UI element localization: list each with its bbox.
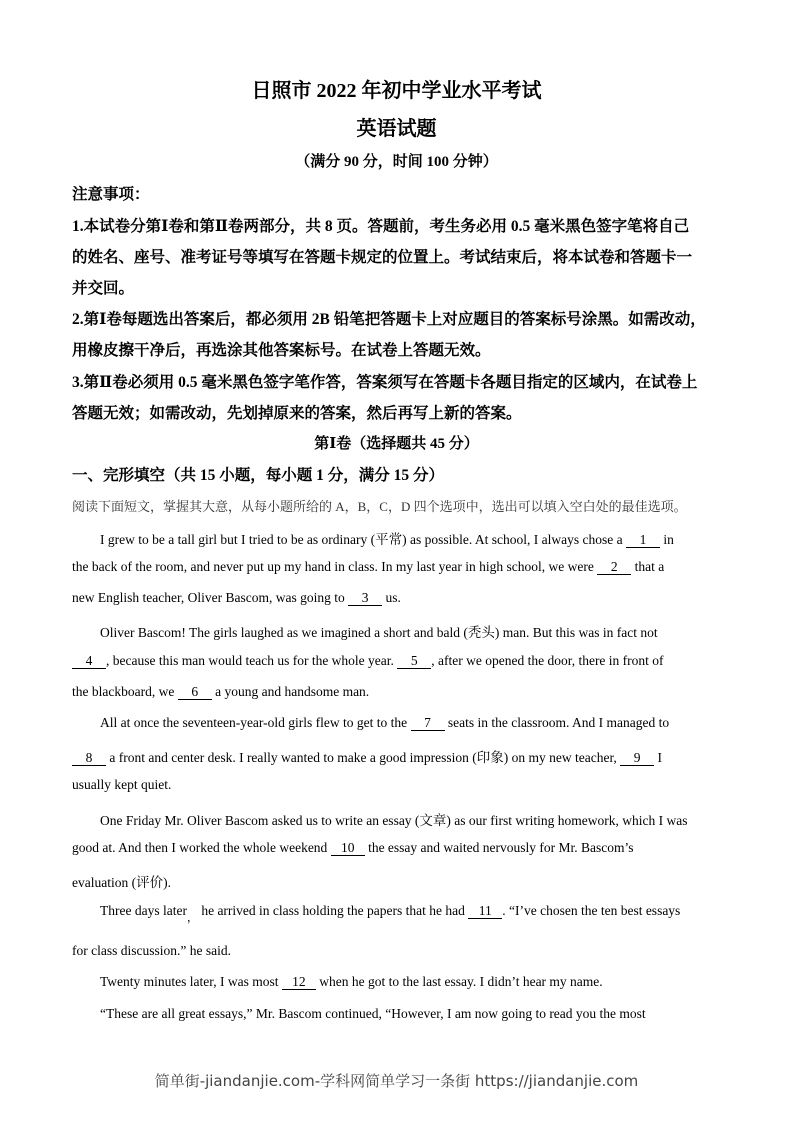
passage-text: the essay and waited nervously for Mr. Bascom’s: [368, 840, 634, 855]
passage-line: [72, 590, 722, 606]
passage-text: he arrived in class holding the papers that he had: [201, 903, 465, 918]
note-line: 用橡皮擦干净后，再选涂其他答案标号。在试卷上答题无效。: [72, 342, 491, 359]
passage-line: [72, 840, 722, 856]
passage-line: [72, 715, 722, 731]
passage-text: Three days later: [100, 903, 187, 918]
blank-6: 6: [178, 685, 212, 700]
passage-line: [72, 559, 722, 575]
blank-10: 10: [331, 841, 365, 856]
note-line: 并交回。: [72, 280, 135, 297]
passage-text: new English teacher, Oliver Bascom, was going to: [72, 590, 345, 605]
passage-text: in: [663, 532, 674, 547]
passage-line: One Friday Mr. Oliver Bascom asked us to write an essay (文章) as our first writing homework, which I was: [100, 813, 688, 828]
passage-line: for class discussion.” he said.: [72, 943, 231, 958]
passage-line: [72, 746, 722, 766]
passage-text: Twenty minutes later, I was most: [100, 974, 279, 989]
exam-subtitle: 英语试题: [356, 118, 437, 140]
passage-text: ，: [186, 912, 198, 924]
score-time: （满分 90 分，时间 100 分钟）: [295, 154, 498, 170]
passage-text: , because this man would teach us for the whole year.: [106, 653, 394, 668]
blank-8: 8: [72, 751, 106, 766]
passage-line: evaluation (评价).: [72, 875, 171, 890]
part-title: 一、完形填空（共 15 小题，每小题 1 分，满分 15 分）: [72, 467, 445, 484]
passage-line: [72, 653, 722, 669]
notes-heading: 注意事项：: [72, 186, 150, 203]
passage-text: a young and handsome man.: [215, 684, 370, 699]
note-line: 的姓名、座号、准考证号等填写在答题卡规定的位置上。考试结束后，将本试卷和答题卡一: [72, 249, 693, 266]
blank-2: 2: [597, 560, 631, 575]
passage-text: that a: [634, 559, 665, 574]
passage-text: when he got to the last essay. I didn’t hear my name.: [319, 974, 603, 989]
passage-line: [72, 684, 722, 700]
volume-title: 第Ⅰ卷（选择题共 45 分）: [314, 436, 479, 452]
blank-5: 5: [397, 654, 431, 669]
passage-text: the blackboard, we: [72, 684, 175, 699]
blank-12: 12: [282, 975, 316, 990]
blank-9: 9: [620, 751, 654, 766]
passage-text: . “I’ve chosen the ten best essays: [502, 903, 681, 918]
passage-line: Oliver Bascom! The girls laughed as we imagined a short and bald (秃头) man. But this was in fact not: [100, 625, 658, 640]
blank-7: 7: [411, 716, 445, 731]
passage-text: us.: [385, 590, 401, 605]
passage-text: I grew to be a tall girl but I tried to be as ordinary (平常) as possible. At school, I always chose a: [100, 532, 623, 547]
passage-line: [72, 974, 722, 990]
passage-text: I: [657, 750, 663, 765]
note-line: 答题无效；如需改动，先划掉原来的答案，然后再写上新的答案。: [72, 405, 522, 422]
footer-watermark: 简单街-jiandanjie.com-学科网简单学习一条街 https://jiandanjie.com: [154, 1072, 639, 1090]
passage-text: the back of the room, and never put up my hand in class. In my last year in high school, we were: [72, 559, 594, 574]
passage-text: a front and center desk. I really wanted to make a good impression (印象) on my new teacher,: [109, 750, 617, 765]
blank-11: 11: [468, 904, 502, 919]
blank-1: 1: [626, 533, 660, 548]
passage-text: All at once the seventeen-year-old girls flew to get to the: [100, 715, 408, 730]
passage-text: seats in the classroom. And I managed to: [447, 715, 670, 730]
note-line: 2.第Ⅰ卷每题选出答案后，都必须用 2B 铅笔把答题卡上对应题目的答案标号涂黑。如需改动，: [72, 311, 706, 328]
instruction: 阅读下面短文，掌握其大意，从每小题所给的 A，B，C，D 四个选项中，选出可以填入空白处的最佳选项。: [72, 499, 687, 514]
exam-title: 日照市 2022 年初中学业水平考试: [251, 80, 542, 102]
passage-line: usually kept quiet.: [72, 777, 172, 792]
passage-text: good at. And then I worked the whole weekend: [72, 840, 328, 855]
passage-line: [72, 528, 722, 548]
note-line: 1.本试卷分第Ⅰ卷和第Ⅱ卷两部分，共 8 页。答题前，考生务必用 0.5 毫米黑色签字笔将自己: [72, 218, 690, 235]
note-line: 3.第Ⅱ卷必须用 0.5 毫米黑色签字笔作答，答案须写在答题卡各题目指定的区域内，在试卷上: [72, 374, 698, 391]
passage-line: [72, 903, 722, 924]
passage-text: , after we opened the door, there in front of: [431, 653, 664, 668]
passage-line: “These are all great essays,” Mr. Bascom continued, “However, I am now going to read you the most: [100, 1006, 646, 1021]
blank-4: 4: [72, 654, 106, 669]
blank-3: 3: [348, 591, 382, 606]
